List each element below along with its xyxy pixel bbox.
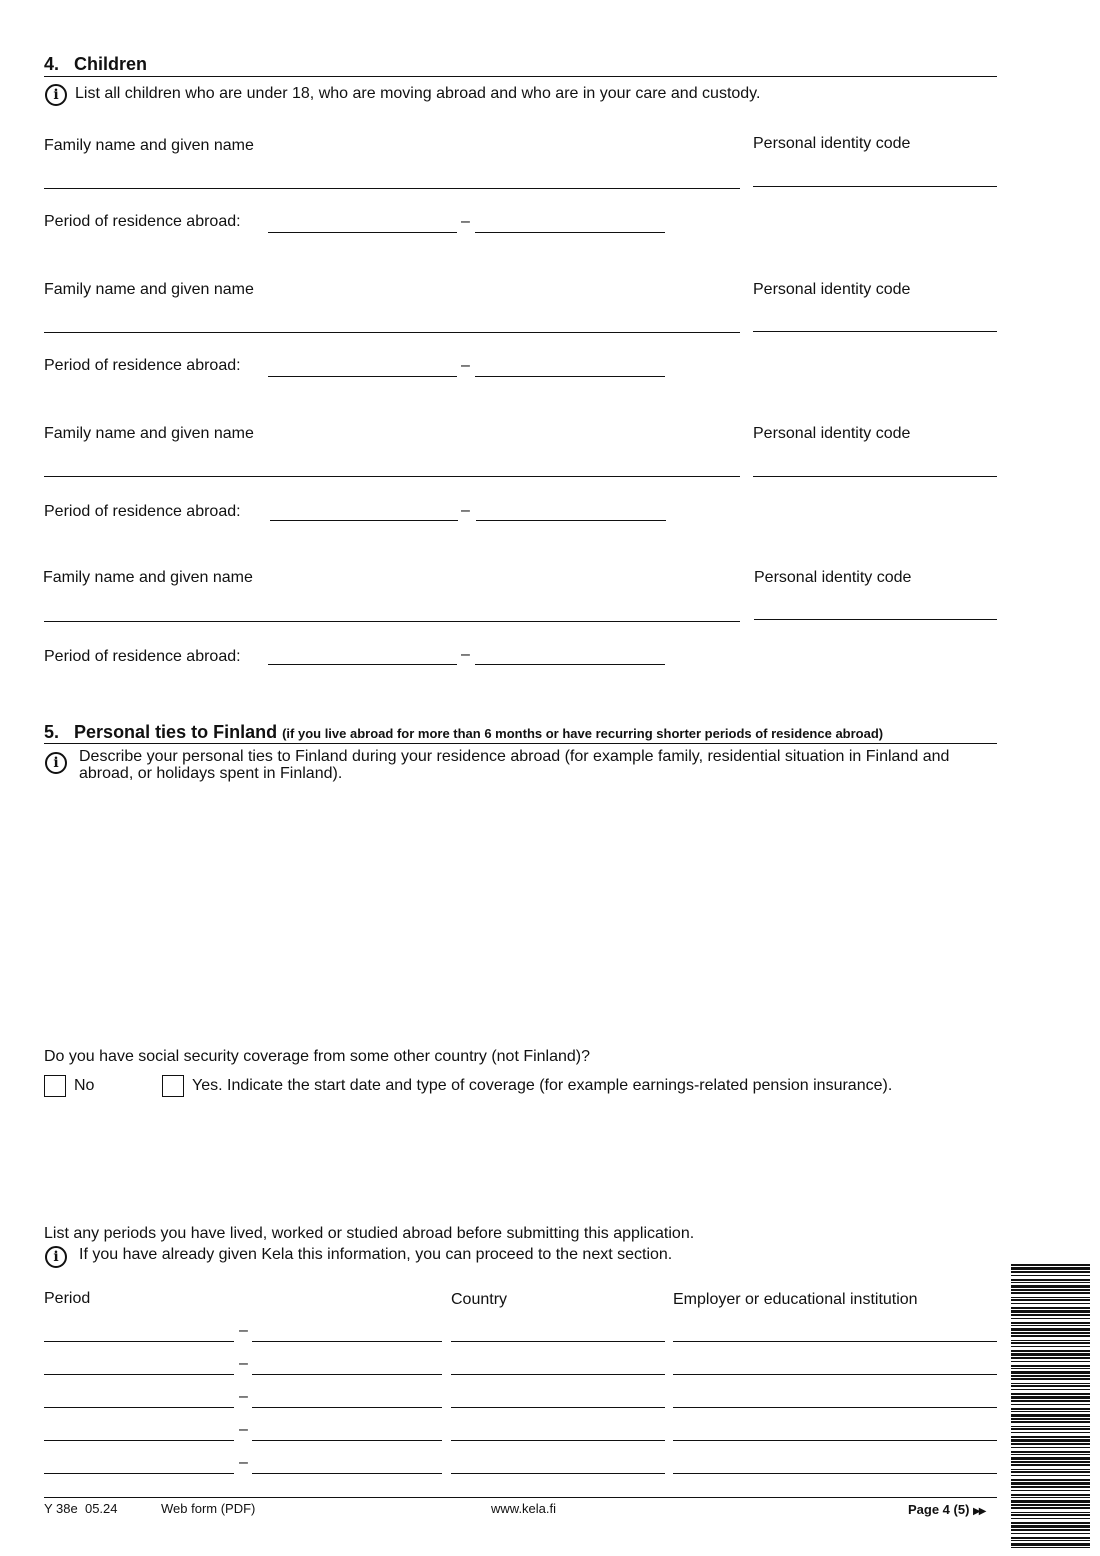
barcode-stripe	[1011, 1540, 1090, 1541]
personal-ties-answer-area[interactable]	[44, 790, 997, 1030]
section-4-heading: Children	[74, 54, 148, 74]
barcode-stripe	[1011, 1537, 1090, 1539]
barcode-stripe	[1011, 1482, 1090, 1485]
barcode-stripe	[1011, 1408, 1090, 1410]
child-4-code-field[interactable]	[754, 619, 997, 620]
barcode-stripe	[1011, 1500, 1090, 1503]
period-start-field[interactable]	[44, 1407, 234, 1408]
barcode-stripe	[1011, 1389, 1090, 1390]
barcode-stripe	[1011, 1547, 1090, 1548]
barcode-stripe	[1011, 1418, 1090, 1420]
section-5-heading: Personal ties to Finland	[74, 722, 278, 742]
section-5-number: 5.	[44, 722, 60, 742]
child-4-name-field[interactable]	[44, 621, 740, 622]
barcode-stripe	[1011, 1428, 1090, 1430]
child-2-code-field[interactable]	[753, 331, 997, 332]
barcode-stripe	[1011, 1378, 1090, 1380]
child-2-period-label: Period of residence abroad:	[44, 357, 241, 374]
barcode-stripe	[1011, 1307, 1090, 1309]
barcode-stripe	[1011, 1525, 1090, 1528]
footer-form-code: Y 38e 05.24	[44, 1501, 118, 1516]
barcode-stripe	[1011, 1512, 1090, 1513]
barcode-stripe	[1011, 1436, 1090, 1438]
double-arrow-icon: ▶▶	[973, 1506, 985, 1517]
barcode-stripe	[1011, 1303, 1090, 1304]
child-3-name-label: Family name and given name	[44, 425, 254, 442]
barcode-stripe	[1011, 1479, 1090, 1481]
child-1-period-dash: –	[461, 213, 470, 230]
child-3-code-label: Personal identity code	[753, 425, 911, 442]
column-period: Period	[44, 1290, 91, 1307]
barcode-stripe	[1011, 1461, 1090, 1463]
coverage-question: Do you have social security coverage from some other country (not Finland)?	[44, 1048, 591, 1065]
periods-info: If you have already given Kela this information, you can proceed to the next section.	[79, 1246, 673, 1263]
period-dash: –	[239, 1454, 248, 1471]
periods-intro: List any periods you have lived, worked or studied abroad before submitting this application.	[44, 1225, 695, 1242]
section-4-info: List all children who are under 18, who are moving abroad and who are in your care and custody.	[75, 85, 761, 102]
section-4-rule	[44, 76, 997, 77]
barcode-stripe	[1011, 1357, 1090, 1359]
barcode-stripe	[1011, 1375, 1090, 1377]
child-3-name-field[interactable]	[44, 476, 740, 477]
barcode-stripe	[1011, 1497, 1090, 1498]
barcode-stripe	[1011, 1371, 1090, 1374]
barcode-stripe	[1011, 1322, 1090, 1324]
column-employer: Employer or educational institution	[673, 1291, 918, 1308]
barcode-stripe	[1011, 1432, 1090, 1433]
barcode-stripe	[1011, 1439, 1090, 1442]
barcode-stripe	[1011, 1475, 1090, 1476]
country-field[interactable]	[451, 1473, 665, 1474]
info-icon: i	[45, 1246, 67, 1268]
coverage-yes-checkbox[interactable]	[162, 1075, 184, 1097]
child-3-period-start-field[interactable]	[270, 520, 458, 521]
barcode-stripe	[1011, 1368, 1090, 1369]
section-5-title	[44, 721, 883, 745]
barcode-stripe	[1011, 1279, 1090, 1281]
child-1-code-label: Personal identity code	[753, 135, 911, 152]
section-4-title	[44, 53, 147, 75]
footer-page-number: Page 4 (5)	[908, 1502, 970, 1517]
child-1-name-field[interactable]	[44, 188, 740, 189]
period-dash: –	[239, 1322, 248, 1339]
period-dash: –	[239, 1421, 248, 1438]
barcode-stripe	[1011, 1332, 1090, 1334]
country-field[interactable]	[451, 1407, 665, 1408]
barcode-stripe	[1011, 1396, 1090, 1399]
barcode-stripe	[1011, 1443, 1090, 1445]
coverage-answer-area[interactable]	[44, 1105, 997, 1210]
barcode-stripe	[1011, 1471, 1090, 1473]
info-icon: i	[45, 752, 67, 774]
barcode-stripe	[1011, 1529, 1090, 1531]
barcode-stripe	[1011, 1426, 1090, 1427]
barcode-stripe	[1011, 1275, 1090, 1276]
employer-field[interactable]	[673, 1341, 997, 1342]
barcode-stripe	[1011, 1271, 1090, 1273]
section-5-info-line-2: abroad, or holidays spent in Finland).	[79, 765, 343, 782]
period-end-field[interactable]	[252, 1374, 442, 1375]
period-dash: –	[239, 1388, 248, 1405]
barcode-stripe	[1011, 1285, 1090, 1288]
barcode-stripe	[1011, 1494, 1090, 1496]
barcode-stripe	[1011, 1342, 1090, 1344]
period-end-field[interactable]	[252, 1473, 442, 1474]
barcode-stripe	[1011, 1385, 1090, 1387]
barcode	[1011, 1264, 1090, 1548]
info-icon: i	[45, 84, 67, 106]
barcode-stripe	[1011, 1400, 1090, 1402]
employer-field[interactable]	[673, 1407, 997, 1408]
child-1-period-start-field[interactable]	[268, 232, 457, 233]
child-2-period-end-field[interactable]	[475, 376, 665, 377]
period-end-field[interactable]	[252, 1407, 442, 1408]
country-field[interactable]	[451, 1341, 665, 1342]
barcode-stripe	[1011, 1346, 1090, 1347]
country-field[interactable]	[451, 1440, 665, 1441]
barcode-stripe	[1011, 1335, 1090, 1337]
child-1-code-field[interactable]	[753, 186, 997, 187]
barcode-stripe	[1011, 1411, 1090, 1412]
child-4-code-label: Personal identity code	[754, 569, 912, 586]
child-1-period-end-field[interactable]	[475, 232, 665, 233]
period-start-field[interactable]	[44, 1440, 234, 1441]
child-3-period-dash: –	[461, 502, 470, 519]
barcode-stripe	[1011, 1522, 1090, 1524]
barcode-stripe	[1011, 1464, 1090, 1466]
period-start-field[interactable]	[44, 1341, 234, 1342]
barcode-stripe	[1011, 1318, 1090, 1319]
barcode-stripe	[1011, 1393, 1090, 1395]
barcode-stripe	[1011, 1267, 1090, 1270]
barcode-stripe	[1011, 1361, 1090, 1362]
barcode-stripe	[1011, 1282, 1090, 1283]
column-country: Country	[451, 1291, 508, 1308]
coverage-yes-label: Yes. Indicate the start date and type of coverage (for example earnings-related pension insurance).	[192, 1077, 893, 1094]
barcode-stripe	[1011, 1421, 1090, 1423]
child-1-name-label: Family name and given name	[44, 137, 254, 154]
barcode-stripe	[1011, 1328, 1090, 1331]
period-end-field[interactable]	[252, 1440, 442, 1441]
barcode-stripe	[1011, 1447, 1090, 1448]
employer-field[interactable]	[673, 1374, 997, 1375]
child-2-name-label: Family name and given name	[44, 281, 254, 298]
coverage-no-label: No	[74, 1077, 95, 1094]
barcode-stripe	[1011, 1350, 1090, 1352]
barcode-stripe	[1011, 1404, 1090, 1405]
footer-page	[908, 1502, 984, 1520]
barcode-stripe	[1011, 1325, 1090, 1326]
section-5-rule	[44, 743, 997, 744]
child-2-period-dash: –	[461, 357, 470, 374]
barcode-stripe	[1011, 1504, 1090, 1506]
child-4-period-dash: –	[461, 646, 470, 663]
barcode-stripe	[1011, 1289, 1090, 1291]
barcode-stripe	[1011, 1310, 1090, 1313]
child-2-period-start-field[interactable]	[268, 376, 457, 377]
footer-rule	[44, 1497, 997, 1498]
country-field[interactable]	[451, 1374, 665, 1375]
barcode-stripe	[1011, 1486, 1090, 1488]
barcode-stripe	[1011, 1340, 1090, 1341]
child-4-period-end-field[interactable]	[475, 664, 665, 665]
barcode-stripe	[1011, 1514, 1090, 1516]
barcode-stripe	[1011, 1365, 1090, 1367]
section-5-note: (if you live abroad for more than 6 months or have recurring shorter periods of residence abroad)	[282, 726, 884, 741]
child-4-period-start-field[interactable]	[268, 664, 457, 665]
period-start-field[interactable]	[44, 1473, 234, 1474]
barcode-stripe	[1011, 1414, 1090, 1417]
period-dash: –	[239, 1355, 248, 1372]
barcode-stripe	[1011, 1297, 1090, 1298]
barcode-stripe	[1011, 1353, 1090, 1356]
footer-website: www.kela.fi	[491, 1501, 557, 1516]
employer-field[interactable]	[673, 1473, 997, 1474]
barcode-stripe	[1011, 1454, 1090, 1455]
employer-field[interactable]	[673, 1440, 997, 1441]
child-2-code-label: Personal identity code	[753, 281, 911, 298]
period-end-field[interactable]	[252, 1341, 442, 1342]
barcode-stripe	[1011, 1457, 1090, 1460]
barcode-stripe	[1011, 1469, 1090, 1470]
child-1-period-label: Period of residence abroad:	[44, 213, 241, 230]
section-5-info-line-1: Describe your personal ties to Finland during your residence abroad (for example family, residential situation in Finland and	[79, 748, 950, 765]
coverage-no-checkbox[interactable]	[44, 1075, 66, 1097]
period-start-field[interactable]	[44, 1374, 234, 1375]
barcode-stripe	[1011, 1299, 1090, 1301]
barcode-stripe	[1011, 1518, 1090, 1519]
barcode-stripe	[1011, 1507, 1090, 1509]
barcode-stripe	[1011, 1292, 1090, 1294]
barcode-stripe	[1011, 1451, 1090, 1453]
child-4-period-label: Period of residence abroad:	[44, 648, 241, 665]
barcode-stripe	[1011, 1543, 1090, 1546]
child-4-name-label: Family name and given name	[43, 569, 253, 586]
child-2-name-field[interactable]	[44, 332, 740, 333]
barcode-stripe	[1011, 1533, 1090, 1534]
child-3-code-field[interactable]	[753, 476, 997, 477]
section-4-number: 4.	[44, 54, 60, 74]
barcode-stripe	[1011, 1490, 1090, 1491]
child-3-period-label: Period of residence abroad:	[44, 503, 241, 520]
barcode-stripe	[1011, 1264, 1090, 1266]
footer-form-type: Web form (PDF)	[161, 1501, 256, 1516]
barcode-stripe	[1011, 1383, 1090, 1384]
child-3-period-end-field[interactable]	[476, 520, 666, 521]
barcode-stripe	[1011, 1314, 1090, 1316]
